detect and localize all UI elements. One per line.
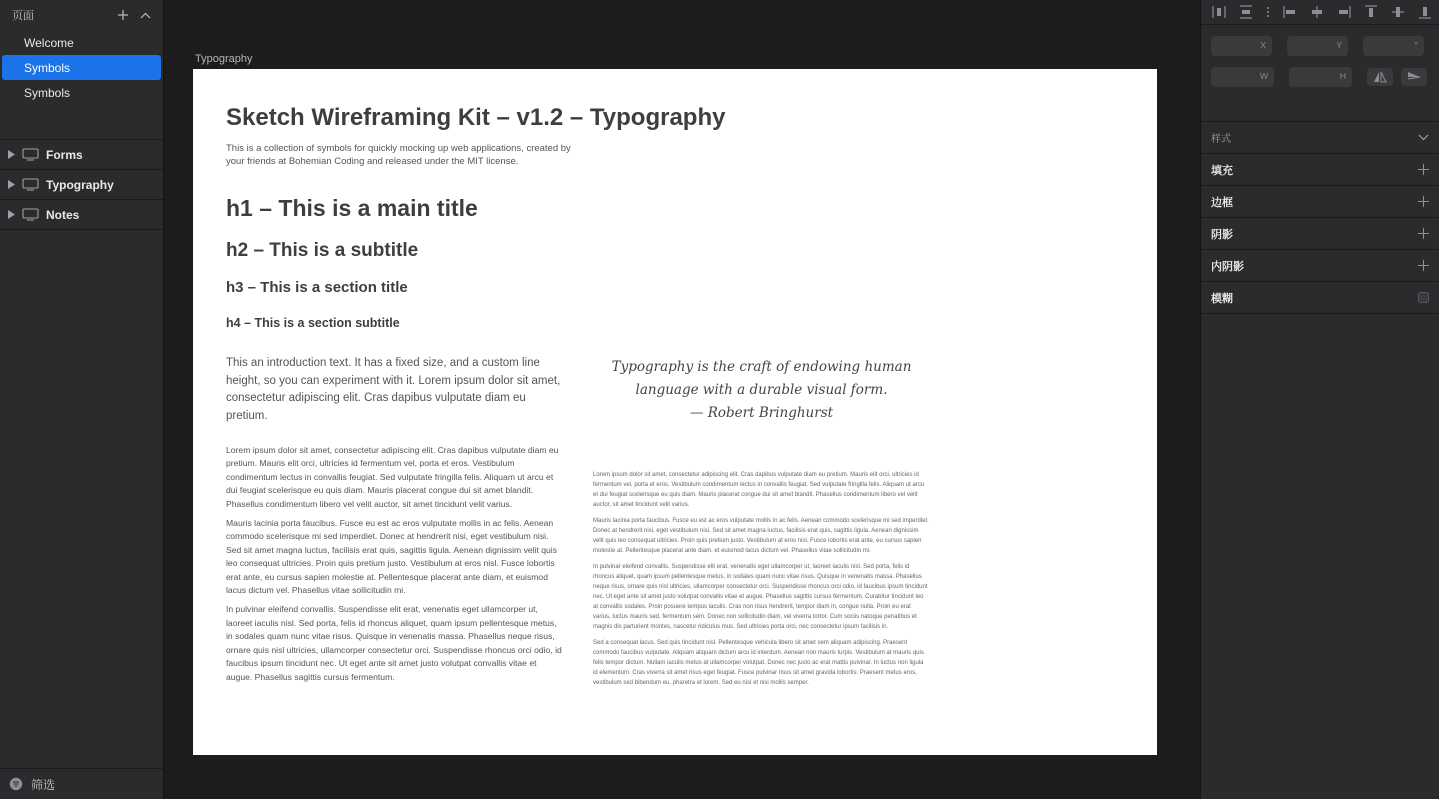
shadow-section-header[interactable]	[1201, 218, 1439, 250]
filter-label: 筛选	[31, 777, 56, 792]
artboard-heading: Sketch Wireframing Kit – v1.2 – Typography	[226, 104, 726, 131]
pages-list	[0, 30, 163, 140]
align-left-icon[interactable]	[1283, 5, 1297, 19]
style-section-header[interactable]	[1201, 122, 1439, 154]
quote-author: — Robert Bringhurst	[689, 405, 834, 421]
h4-sample: h4 – This is a section subtitle	[226, 316, 400, 330]
artboard-icon	[22, 208, 40, 222]
add-border-plus-icon[interactable]	[1417, 196, 1429, 208]
inner-shadow-section-header[interactable]	[1201, 250, 1439, 282]
canvas[interactable]	[165, 0, 1200, 799]
layer-label: Notes	[46, 207, 80, 222]
alignment-toolbar	[1201, 0, 1439, 25]
chevron-down-icon[interactable]	[1417, 132, 1429, 144]
page-item-symbols-selected[interactable]	[2, 55, 161, 80]
quote-line: Typography is the craft of endowing human	[611, 359, 912, 375]
x-position-input[interactable]	[1211, 36, 1272, 56]
flip-horizontal-icon	[1373, 71, 1387, 83]
page-item-welcome[interactable]	[2, 30, 161, 55]
align-middle-vertical-icon[interactable]	[1391, 5, 1405, 19]
align-bottom-icon[interactable]	[1418, 5, 1432, 19]
h2-sample: h2 – This is a subtitle	[226, 240, 419, 261]
layer-artboard-forms[interactable]	[0, 140, 163, 170]
add-inner-shadow-plus-icon[interactable]	[1417, 260, 1429, 272]
section-label: 内阴影	[1211, 260, 1244, 273]
page-item-symbols[interactable]	[2, 80, 161, 105]
intro-text: This an introduction text. It has a fixed size, and a custom line height, so you can experiment with it. Lorem ipsum dolor sit amet, consectetur adipiscing elit. Cras dapibus vulputate diam eu pretium.	[226, 357, 561, 422]
distribute-horizontal-icon[interactable]	[1212, 5, 1226, 19]
flip-vertical-button[interactable]	[1401, 68, 1427, 86]
pages-header	[0, 0, 163, 30]
page-item-label: Welcome	[24, 35, 74, 50]
artboard-typography[interactable]	[193, 69, 1157, 755]
border-section-header[interactable]	[1201, 186, 1439, 218]
x-label: X	[1260, 39, 1266, 50]
align-right-icon[interactable]	[1337, 5, 1351, 19]
add-fill-plus-icon[interactable]	[1417, 164, 1429, 176]
section-label: 阴影	[1211, 228, 1233, 241]
disclosure-triangle-icon[interactable]	[8, 210, 18, 219]
quote-line: language with a durable visual form.	[635, 382, 888, 398]
flip-horizontal-button[interactable]	[1367, 68, 1393, 86]
small-paragraph: Lorem ipsum dolor sit amet, consectetur adipiscing elit. Cras dapibus vulputate diam eu pretium. Mauris elit orci, ultricies id fermentum vel, porta et eros. Vestibulum condimentum lectus in convallis feugiat. Sed vulputate fringilla felis. Aliquam ut arcu et dui feugiat scelerisque eu quis diam. Mauris placerat congue dui sit amet blandit. Phasellus condimentum libero vel velit auctor, sit amet tincidunt velit varius.	[593, 472, 925, 508]
h1-sample: h1 – This is a main title	[226, 195, 478, 221]
collapse-pages-chevron-up-icon[interactable]	[137, 7, 153, 23]
body-paragraph: In pulvinar eleifend convallis. Suspendisse elit erat, venenatis eget ullamcorper ut, laoreet iaculis nisl. Sed porta, felis id rhoncus aliquet, quam ipsum pellentesque metus, in sodales quam nunc vitae risus. Quisque in venenatis massa. Phasellus neque risus, ornare quis nisl ultricies, ullamcorper consectetur orci. Suspendisse rhoncus orci odio, id faucibus ipsum tincidunt nec. Ut eget ante sit amet justo volutpat convallis vitae et augue. Phasellus sagittis cursus fermentum.	[226, 604, 562, 682]
width-input[interactable]	[1211, 67, 1274, 87]
disclosure-triangle-icon[interactable]	[8, 150, 18, 159]
y-position-input[interactable]	[1287, 36, 1348, 56]
page-item-label: Symbols	[24, 85, 71, 100]
rotation-label: °	[1414, 39, 1418, 50]
body-paragraph: Lorem ipsum dolor sit amet, consectetur adipiscing elit. Cras dapibus vulputate diam eu pretium. Mauris elit orci, ultricies id fermentum vel, porta et eros. Vestibulum condimentum lectus in convallis feugiat. Sed vulputate fringilla felis. Aliquam ut arcu et dui feugiat scelerisque eu quis diam. Mauris placerat congue dui sit amet blandit. Phasellus condimentum libero vel velit auctor, sit amet tincidunt velit varius.	[226, 445, 559, 509]
size-row	[1201, 61, 1439, 92]
small-text-column-right	[593, 470, 929, 694]
more-options-icon[interactable]	[1266, 5, 1270, 19]
body-text-column-left	[226, 444, 564, 690]
layer-label: Forms	[46, 147, 83, 162]
align-top-icon[interactable]	[1364, 5, 1378, 19]
inspector-panel	[1200, 0, 1439, 799]
position-row	[1201, 30, 1439, 61]
filter-icon[interactable]	[9, 777, 23, 791]
distribute-vertical-icon[interactable]	[1239, 5, 1253, 19]
geometry-section	[1201, 25, 1439, 122]
disclosure-triangle-icon[interactable]	[8, 180, 18, 189]
section-label: 边框	[1211, 196, 1233, 209]
y-label: Y	[1336, 39, 1342, 50]
layer-label: Typography	[46, 177, 114, 192]
section-label: 样式	[1211, 134, 1231, 145]
artboard-description: This is a collection of symbols for quickly mocking up web applications, created by your friends at Bohemian Coding and released under the MIT license.	[226, 143, 571, 167]
layer-artboard-typography[interactable]	[0, 170, 163, 200]
layer-artboard-notes[interactable]	[0, 200, 163, 230]
rotation-input[interactable]	[1363, 36, 1424, 56]
artboard-icon	[22, 148, 40, 162]
body-paragraph: Mauris lacinia porta faucibus. Fusce eu est ac eros vulputate mollis in ac felis. Aenean commodo scelerisque mi sed imperdiet. Donec at hendrerit nisi, eget vestibulum nisi. Sed sit amet magna luctus, facilisis erat quis, sagittis ligula. Aenean dignissim velit quis leo consequat ultricies. Proin quis pretium justo. Vestibulum at eros nisl. Fusce lobortis erat ante, eu cursus sapien molestie at. Pellentesque placerat ante diam, et euismod lacus dictum vel. Phasellus vitae sollicitudin mi.	[226, 518, 558, 596]
typography-quote	[593, 356, 930, 425]
h-label: H	[1339, 70, 1346, 81]
h3-sample: h3 – This is a section title	[226, 279, 408, 296]
artboard-title-label[interactable]: Typography	[195, 53, 253, 65]
small-paragraph: Sed a consequat lacus. Sed quis tincidunt nisl. Pellentesque vehicula libero sit amet sem aliquam adipiscing. Praesent commodo faucibus vulputate. Aliquam aliquam dictum arcu id interdum. Aenean non mauris turpis. Vestibulum at mauris quis felis tempor dictum. Nullam iaculis metus at ullamcorper volutpat. Donec nec justo ac erat mattis pulvinar. In luctus non ligula id elementum. Cras viverra sit amet risus eget feugiat. Fusce pulvinar risus sit amet gravida lobortis. Praesent metus eros, vestibulum sed bibendum eu, pharetra et lorem. Sed eu nisl et nisi mollis semper.	[593, 640, 924, 686]
left-sidebar	[0, 0, 164, 799]
section-label: 填充	[1211, 164, 1233, 177]
blur-section-header[interactable]	[1201, 282, 1439, 314]
flip-vertical-icon	[1407, 71, 1421, 83]
small-paragraph: In pulvinar eleifend convallis. Suspendisse elit erat, venenatis eget ullamcorper ut, laoreet iaculis nisl. Sed porta, felis id rhoncus aliquet, quam ipsum pellentesque metus, in sodales quam nunc vitae risus. Quisque in venenatis massa. Phasellus neque risus, ornare quis nisl ultricies, ullamcorper consectetur orci. Suspendisse rhoncus orci odio, id faucibus ipsum tincidunt nec. Ut eget ante sit amet justo volutpat convallis vitae et augue. Phasellus sagittis cursus fermentum. Curabitur tincidunt leo at convallis sodales. Proin posuere tempus iaculis. Cras non risus hendrerit, tempor diam in, congue nulla. Proin eu erat varius, luctus mauris sed, fermentum sem. Donec non sollicitudin diam, vel viverra tortor. Cum sociis natoque penatibus et magnis dis parturient montes, nascetur ridiculus mus. Sed ultricies porta orci, nec consectetur ipsum facilisis in.	[593, 564, 928, 630]
add-shadow-plus-icon[interactable]	[1417, 228, 1429, 240]
height-input[interactable]	[1289, 67, 1352, 87]
small-paragraph: Mauris lacinia porta faucibus. Fusce eu est ac eros vulputate mollis in ac felis. Aenean commodo scelerisque mi sed imperdiet. Donec at hendrerit nisi, eget vestibulum nisi. Sed sit amet magna luctus, facilisis erat quis, sagittis ligula. Aenean dignissim velit quis leo consequat ultricies. Proin quis pretium justo. Vestibulum at eros nisl. Fusce lobortis erat ante, eu cursus sapien molestie at. Pellentesque placerat ante diam, et euismod lacus dictum vel. Phasellus vitae sollicitudin mi.	[593, 518, 929, 554]
filter-bar[interactable]	[0, 768, 164, 799]
blur-checkbox[interactable]	[1417, 292, 1429, 304]
page-item-label: Symbols	[24, 60, 71, 75]
section-label: 模糊	[1211, 292, 1233, 305]
pages-title: 页面	[12, 10, 34, 22]
add-page-plus-icon[interactable]	[115, 7, 131, 23]
w-label: W	[1259, 70, 1268, 81]
fill-section-header[interactable]	[1201, 154, 1439, 186]
align-center-horizontal-icon[interactable]	[1310, 5, 1324, 19]
artboard-icon	[22, 178, 40, 192]
